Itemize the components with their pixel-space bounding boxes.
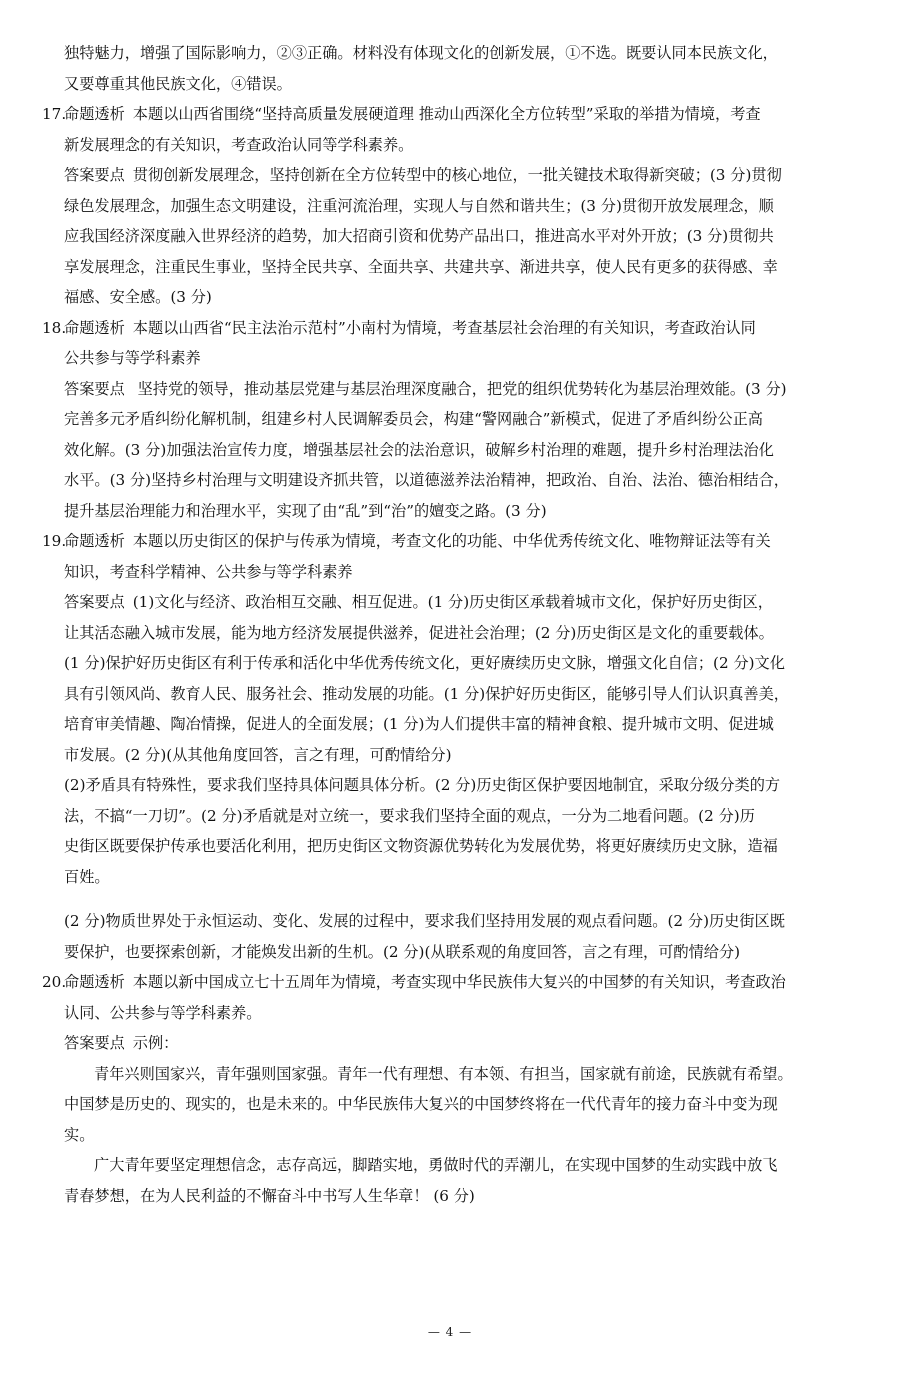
q18-answer-label: 答案要点 (64, 379, 125, 398)
q18-heading-text: 本题以山西省“民主法治示范村”小南村为情境，考查基层社会治理的有关知识，考查政治认同 (132, 318, 756, 337)
q17-answer-first (64, 160, 856, 191)
q20-para2-line-2: 青春梦想，在为人民利益的不懈奋斗中书写人生华章！ (6 分) (64, 1186, 475, 1205)
page-number: — 4 — (427, 1325, 473, 1339)
q17-answer-line-4: 享发展理念，注重民生事业，坚持全民共享、全面共享、共建共享、渐进共享，使人民有更多的获得感、幸 (64, 257, 778, 276)
q17-number: 17. (42, 105, 67, 123)
q19-answer-line-3: (1 分)保护好历史街区有利于传承和活化中华优秀传统文化，更好赓续历史文脉，增强文化自信；(2 分)文化 (64, 654, 785, 672)
q19-answer-line-11: (2 分)物质世界处于永恒运动、变化、发展的过程中，要求我们坚持用发展的观点看问题。(2 分)历史街区既 (64, 912, 785, 930)
q17-heading (42, 99, 856, 130)
q19-answer-label: 答案要点 (64, 593, 125, 611)
q19-gap (64, 892, 856, 906)
q19-answer-line-9: 史街区既要保护传承也要活化利用，把历史街区文物资源优势转化为发展优势，将更好赓续历史文脉，造福 (64, 837, 778, 855)
q18-answer-line-5: 提升基层治理能力和治理水平，实现了由“乱”到“治”的嬗变之路。(3 分) (64, 501, 547, 520)
q19-answer-line-10: 百姓。 (64, 867, 110, 886)
q17-answer-text: 贯彻创新发展理念，坚持创新在全方位转型中的核心地位，一批关键技术取得新突破；(3 分)贯彻 (132, 166, 782, 184)
q17-answer-line-3: 应我国经济深度融入世界经济的趋势，加大招商引资和优势产品出口，推进高水平对外开放；(3 分)贯彻共 (64, 227, 774, 245)
intro-line-1: 独特魅力，增强了国际影响力，②③正确。材料没有体现文化的创新发展，①不选。既要认同本民族文化， (64, 44, 778, 62)
q18-answer-first (64, 374, 856, 405)
q19-answer-line-6: 市发展。(2 分)(从其他角度回答，言之有理，可酌情给分) (64, 745, 452, 764)
q20-heading-line-2: 认同、公共参与等学科素养。 (64, 1003, 262, 1022)
q19-answer-line-5: 培育审美情趣、陶冶情操，促进人的全面发展；(1 分)为人们提供丰富的精神食粮、提升城市文明、促进城 (64, 715, 774, 733)
q20-para2-line-1: 广大青年要坚定理想信念，志存高远，脚踏实地，勇做时代的弄潮儿，在实现中国梦的生动实践中放飞 (94, 1156, 778, 1174)
q20-heading (42, 967, 856, 998)
q18-analysis-label: 命题透析 (64, 318, 125, 337)
q19-answer-line-4: 具有引领风尚、教育人民、服务社会、推动发展的功能。(1 分)保护好历史街区，能够引导人们认识真善美， (64, 684, 789, 703)
q20-number: 20. (42, 973, 67, 991)
q17-answer-line-5: 福感、安全感。(3 分) (64, 288, 212, 306)
q20-para1-line-1: 青年兴则国家兴，青年强则国家强。青年一代有理想、有本领、有担当，国家就有前途，民族就有希望。 (94, 1064, 793, 1083)
q17-heading-line-2: 新发展理念的有关知识，考查政治认同等学科素养。 (64, 135, 414, 154)
q20-heading-text: 本题以新中国成立七十五周年为情境，考查实现中华民族伟大复兴的中国梦的有关知识，考查政治 (132, 973, 786, 991)
q19-answer-line-7: (2)矛盾具有特殊性，要求我们坚持具体问题具体分析。(2 分)历史街区保护要因地制宜，采取分级分类的方 (64, 776, 781, 794)
q19-answer-line-2: 让其活态融入城市发展，能为地方经济发展提供滋养，促进社会治理；(2 分)历史街区是文化的重要载体。 (64, 623, 774, 642)
q18-heading (42, 313, 856, 344)
q19-heading-line-2: 知识，考查科学精神、公共参与等学科素养 (64, 562, 353, 581)
q19-heading (42, 526, 856, 557)
q19-heading-text: 本题以历史街区的保护与传承为情境，考查文化的功能、中华优秀传统文化、唯物辩证法等有关 (132, 532, 771, 550)
q20-para1-line-2: 中国梦是历史的、现实的，也是未来的。中华民族伟大复兴的中国梦终将在一代代青年的接力奋斗中变为现 (64, 1095, 778, 1113)
q19-analysis-label: 命题透析 (64, 532, 125, 550)
q18-number: 18. (42, 318, 67, 337)
q17-analysis-label: 命题透析 (64, 105, 125, 123)
q18-answer-line-3: 效化解。(3 分)加强法治宣传力度，增强基层社会的法治意识，破解乡村治理的难题，提升乡村治理法治化 (64, 440, 774, 459)
q18-answer-line-4: 水平。(3 分)坚持乡村治理与文明建设齐抓共管，以道德滋养法治精神，把政治、自治、法治、德治相结合， (64, 471, 789, 489)
q20-para1-line-3: 实。 (64, 1125, 95, 1144)
q19-answer-line-8: 法，不搞“一刀切”。(2 分)矛盾就是对立统一，要求我们坚持全面的观点，一分为二地看问题。(2 分)历 (64, 806, 755, 825)
q17-answer-label: 答案要点 (64, 166, 125, 184)
q19-answer-line-12: 要保护，也要探索创新，才能焕发出新的生机。(2 分)(从联系观的角度回答，言之有理，可酌情给分) (64, 942, 741, 961)
q20-analysis-label: 命题透析 (64, 973, 125, 991)
q20-answer-first (64, 1028, 856, 1059)
q19-answer-first (64, 587, 856, 618)
q18-answer-line-2: 完善多元矛盾纠纷化解机制，组建乡村人民调解委员会，构建“警网融合”新模式，促进了矛盾纠纷公正高 (64, 410, 763, 428)
q20-answer-label: 答案要点 (64, 1034, 125, 1052)
q17-heading-text: 本题以山西省围绕“坚持高质量发展硬道理 推动山西深化全方位转型”采取的举措为情境，考查 (132, 105, 761, 123)
q18-answer-text: 坚持党的领导，推动基层党建与基层治理深度融合，把党的组织优势转化为基层治理效能。(3 分) (132, 379, 787, 398)
q18-heading-line-2: 公共参与等学科素养 (64, 349, 201, 367)
q19-number: 19. (42, 532, 67, 550)
intro-line-2: 又要尊重其他民族文化，④错误。 (64, 74, 292, 93)
q17-answer-line-2: 绿色发展理念，加强生态文明建设，注重河流治理，实现人与自然和谐共生；(3 分)贯彻开放发展理念，顺 (64, 196, 774, 215)
q20-answer-text: 示例： (132, 1034, 179, 1052)
q19-answer-text: (1)文化与经济、政治相互交融、相互促进。(1 分)历史街区承载着城市文化，保护好历史街区， (132, 593, 773, 611)
